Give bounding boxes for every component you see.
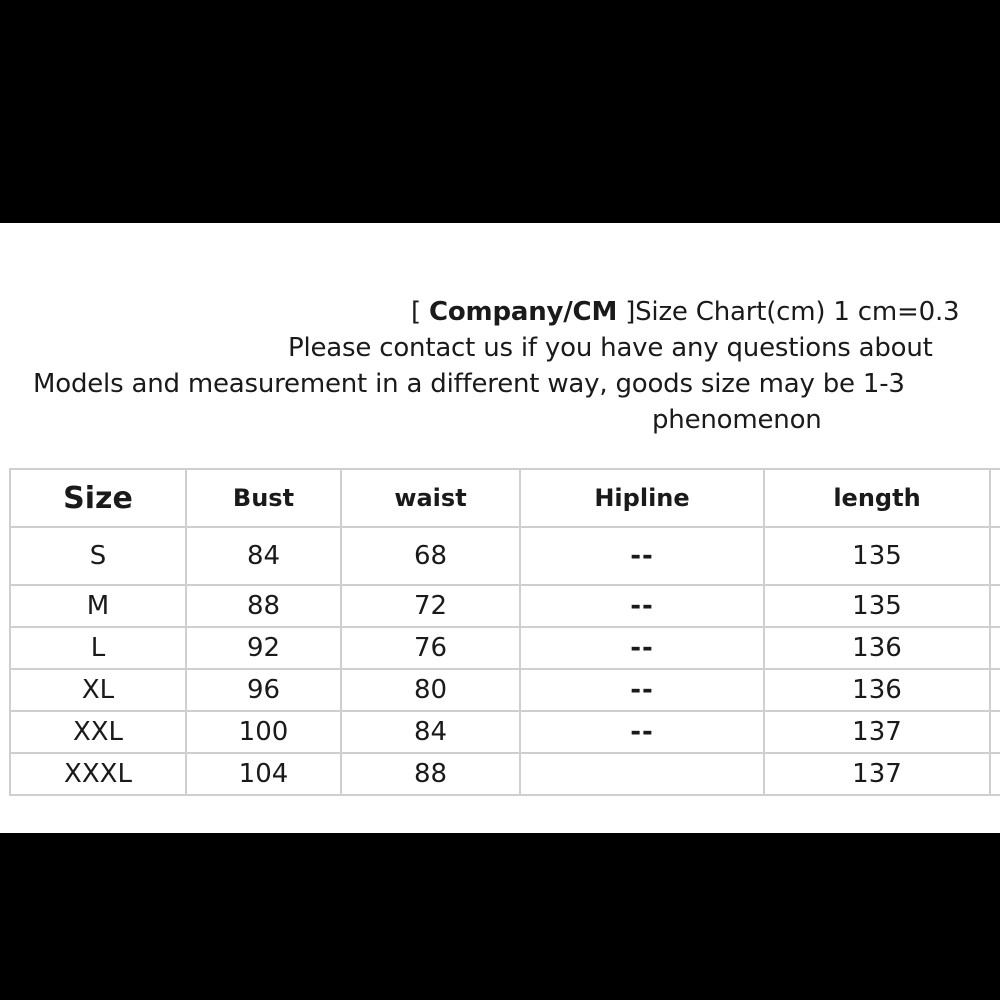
size-cell: XXXL [10, 753, 186, 795]
length-cell: 135 [764, 585, 990, 627]
table-row [10, 627, 1000, 669]
column-header-length: length [764, 469, 990, 527]
title-rest: ]Size Chart(cm) 1 cm=0.3 [617, 297, 960, 327]
waist-cell: 88 [341, 753, 520, 795]
waist-cell: 84 [341, 711, 520, 753]
length-cell: 135 [764, 527, 990, 585]
bust-cell: 84 [186, 527, 341, 585]
length-cell: 137 [764, 711, 990, 753]
waist-cell: 80 [341, 669, 520, 711]
waist-cell: 68 [341, 527, 520, 585]
table-header-row [10, 469, 1000, 527]
size-cell: S [10, 527, 186, 585]
waist-cell: 72 [341, 585, 520, 627]
bust-cell: 88 [186, 585, 341, 627]
column-header-cut [990, 469, 1000, 527]
column-header-hipline: Hipline [520, 469, 764, 527]
table-row [10, 585, 1000, 627]
hipline-cell: -- [520, 627, 764, 669]
hipline-cell: -- [520, 711, 764, 753]
chart-title [411, 295, 959, 329]
column-header-bust: Bust [186, 469, 341, 527]
brand-name: Company/CM [429, 297, 618, 327]
title-prefix: [ [411, 297, 430, 327]
cut-cell [990, 669, 1000, 711]
size-table [9, 468, 1000, 796]
hipline-cell [520, 753, 764, 795]
size-cell: XL [10, 669, 186, 711]
table-row [10, 711, 1000, 753]
hipline-cell: -- [520, 527, 764, 585]
bust-cell: 96 [186, 669, 341, 711]
table-row [10, 669, 1000, 711]
measurement-note-cont: phenomenon [652, 405, 822, 435]
cut-cell [990, 627, 1000, 669]
cut-cell [990, 527, 1000, 585]
size-chart-panel [0, 223, 1000, 833]
cut-cell [990, 753, 1000, 795]
size-cell: M [10, 585, 186, 627]
size-cell: XXL [10, 711, 186, 753]
length-cell: 136 [764, 627, 990, 669]
length-cell: 136 [764, 669, 990, 711]
size-cell: L [10, 627, 186, 669]
column-header-waist: waist [341, 469, 520, 527]
bust-cell: 100 [186, 711, 341, 753]
bust-cell: 92 [186, 627, 341, 669]
cut-cell [990, 711, 1000, 753]
measurement-note: Models and measurement in a different way, goods size may be 1-3 [33, 369, 905, 399]
contact-note: Please contact us if you have any questions about [288, 333, 933, 363]
table-row [10, 753, 1000, 795]
length-cell: 137 [764, 753, 990, 795]
waist-cell: 76 [341, 627, 520, 669]
cut-cell [990, 585, 1000, 627]
table-row [10, 527, 1000, 585]
hipline-cell: -- [520, 585, 764, 627]
hipline-cell: -- [520, 669, 764, 711]
column-header-size: Size [10, 469, 186, 527]
bust-cell: 104 [186, 753, 341, 795]
